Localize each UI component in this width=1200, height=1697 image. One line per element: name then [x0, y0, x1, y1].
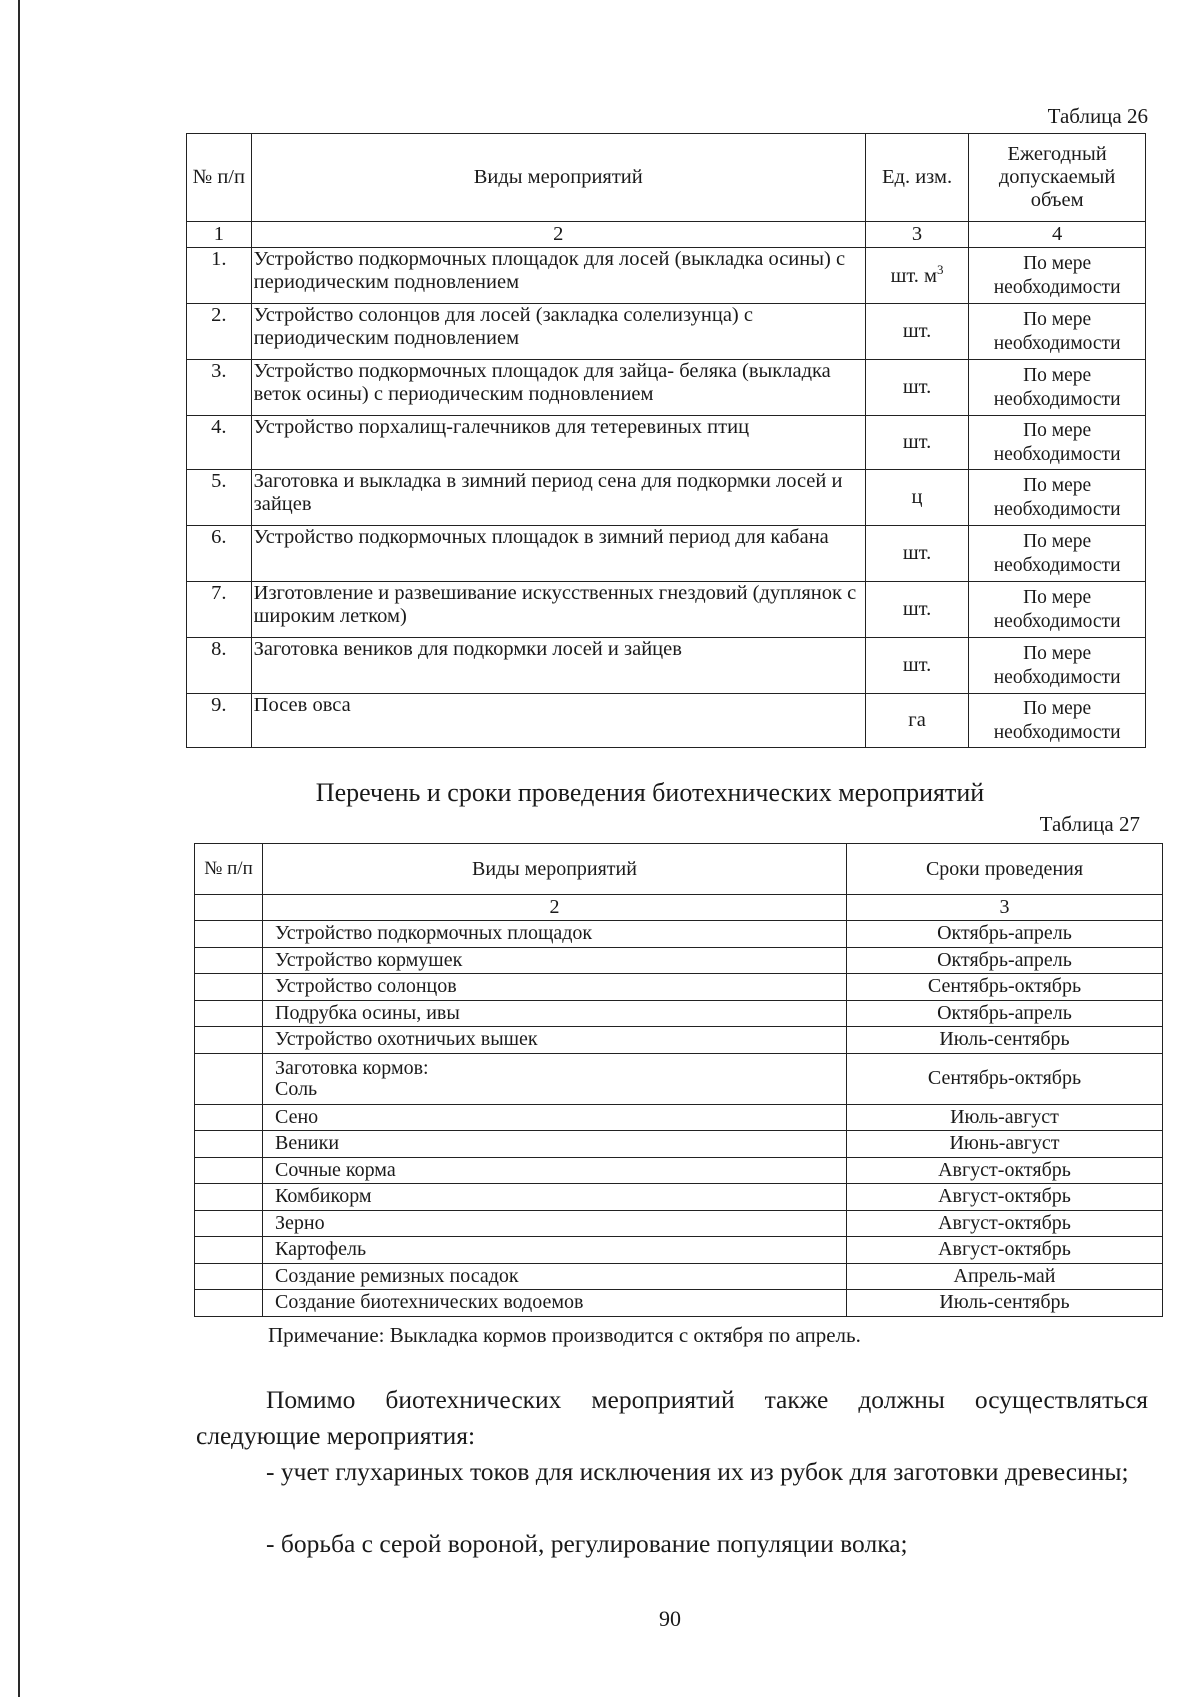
table27-cell-name	[263, 921, 847, 948]
table27-cell-term: Октябрь-апрель	[847, 921, 1163, 948]
table27-name-text: Устройство солонцов	[275, 975, 457, 998]
table26-cell-name: Посев овса	[251, 694, 865, 748]
table26-column-numbers-row	[187, 222, 1146, 248]
table27-row	[195, 1210, 1163, 1237]
table26-unit-text: шт.	[902, 431, 932, 454]
table27-row	[195, 1263, 1163, 1290]
table26-cell-name: Устройство порхалищ-галечников для тетеревиных птиц	[251, 416, 865, 470]
table26-cell-name: Устройство подкормочных площадок для зайца- беляка (выкладка веток осины) с периодическим подновлением	[251, 360, 865, 416]
table27-name-text: Подрубка осины, ивы	[275, 1001, 460, 1024]
table26-unit-text: шт.	[902, 376, 932, 399]
table27-row	[195, 1053, 1163, 1104]
table27-colnum-3: 3	[847, 895, 1163, 921]
table26-unit-text: шт.	[902, 654, 932, 677]
table26-row	[187, 526, 1146, 582]
table27-cell-num	[195, 1104, 263, 1131]
table27-name-text: Устройство подкормочных площадок	[275, 922, 593, 945]
table26-unit-text: ц	[911, 486, 923, 509]
table27-cell-name	[263, 1027, 847, 1054]
table26-row	[187, 360, 1146, 416]
table27-header-name: Виды мероприятий	[263, 844, 847, 895]
table26-cell-volume: По мере необходимости	[969, 526, 1146, 582]
table27-header-row	[195, 844, 1163, 895]
table26-header-row	[187, 134, 1146, 222]
table27-body	[195, 921, 1163, 1317]
table26-cell-name: Устройство подкормочных площадок для лосей (выкладка осины) с периодическим подновлением	[251, 248, 865, 304]
paragraph-item-1-text: - учет глухариных токов для исключения их из рубок для заготовки древесины;	[266, 1457, 1129, 1486]
table26-unit-text: шт.	[902, 320, 932, 343]
table26-unit-superscript: 3	[937, 262, 944, 278]
table27-cell-name	[263, 1157, 847, 1184]
table27-cell-term: Сентябрь-октябрь	[847, 1053, 1163, 1104]
table26-row	[187, 304, 1146, 360]
table27-row	[195, 1157, 1163, 1184]
table27-cell-num	[195, 947, 263, 974]
table27-name-text: Заготовка кормов:	[275, 1056, 429, 1079]
table27-cell-name	[263, 1184, 847, 1211]
table26-cell-num: 8.	[187, 638, 252, 694]
table27-row	[195, 1237, 1163, 1264]
table27-caption: Таблица 27	[1039, 812, 1140, 836]
table27-colnum-empty	[195, 895, 263, 921]
table26-cell-num: 9.	[187, 694, 252, 748]
table27-cell-num	[195, 1210, 263, 1237]
table26-cell-unit	[865, 360, 968, 416]
table26-header-volume: Ежегодный допускаемый объем	[969, 134, 1146, 222]
table27-cell-num	[195, 921, 263, 948]
table27-name-subtext: Соль	[275, 1077, 318, 1100]
table26-cell-unit	[865, 470, 968, 526]
table27-cell-num	[195, 1290, 263, 1317]
table26-row	[187, 638, 1146, 694]
table27-cell-term: Апрель-май	[847, 1263, 1163, 1290]
table26-cell-volume: По мере необходимости	[969, 248, 1146, 304]
table27-name-text: Сочные корма	[275, 1158, 396, 1181]
table26-cell-num: 1.	[187, 248, 252, 304]
table27-cell-term: Сентябрь-октябрь	[847, 974, 1163, 1001]
table27-row	[195, 974, 1163, 1001]
table26-cell-unit	[865, 694, 968, 748]
table26-header-num: № п/п	[187, 134, 252, 222]
table27-note: Примечание: Выкладка кормов производится с октября по апрель.	[268, 1323, 861, 1347]
table27-cell-num	[195, 1053, 263, 1104]
table26-cell-volume: По мере необходимости	[969, 582, 1146, 638]
table26-unit-text: шт.	[902, 598, 932, 621]
table27-header-num: № п/п	[195, 844, 263, 895]
table27-cell-name	[263, 1263, 847, 1290]
paragraph-intro	[196, 1382, 1148, 1454]
table27-cell-num	[195, 1237, 263, 1264]
section-title: Перечень и сроки проведения биотехнических мероприятий	[315, 778, 985, 807]
table27-name-text: Картофель	[275, 1238, 367, 1261]
table26-cell-num: 7.	[187, 582, 252, 638]
table26-colnum-2: 2	[251, 222, 865, 248]
table27-cell-name	[263, 1053, 847, 1104]
table27-cell-num	[195, 974, 263, 1001]
table26-row	[187, 694, 1146, 748]
table26-row	[187, 248, 1146, 304]
table26-caption: Таблица 26	[1047, 104, 1148, 128]
table27-cell-term: Июнь-август	[847, 1131, 1163, 1158]
table27-row	[195, 1104, 1163, 1131]
table27-name-text: Зерно	[275, 1211, 325, 1234]
paragraph-item-2	[196, 1526, 1148, 1562]
table27-cell-term: Октябрь-апрель	[847, 947, 1163, 974]
table26-cell-volume: По мере необходимости	[969, 638, 1146, 694]
table27-row	[195, 1027, 1163, 1054]
table26-cell-volume: По мере необходимости	[969, 416, 1146, 470]
table27-cell-num	[195, 1131, 263, 1158]
table26-cell-num: 3.	[187, 360, 252, 416]
table27-row	[195, 1131, 1163, 1158]
table26-cell-num: 6.	[187, 526, 252, 582]
table27-name-text: Создание биотехнических водоемов	[275, 1291, 584, 1314]
table26-header-unit: Ед. изм.	[865, 134, 968, 222]
table27-cell-term: Июль-сентябрь	[847, 1290, 1163, 1317]
page-number: 90	[659, 1606, 681, 1631]
table27-cell-term: Август-октябрь	[847, 1184, 1163, 1211]
table26-cell-name: Устройство солонцов для лосей (закладка солелизунца) с периодическим подновлением	[251, 304, 865, 360]
table27	[194, 843, 1163, 1317]
table27-colnum-2: 2	[263, 895, 847, 921]
table26-header-name: Виды мероприятий	[251, 134, 865, 222]
table27-cell-num	[195, 1157, 263, 1184]
table26-cell-num: 4.	[187, 416, 252, 470]
table27-cell-term: Август-октябрь	[847, 1210, 1163, 1237]
table27-cell-name	[263, 1131, 847, 1158]
table27-cell-name	[263, 1210, 847, 1237]
table27-column-numbers-row	[195, 895, 1163, 921]
table27-name-text: Устройство охотничьих вышек	[275, 1028, 538, 1051]
table27-cell-term: Июль-август	[847, 1104, 1163, 1131]
table27-row	[195, 947, 1163, 974]
table27-cell-num	[195, 1184, 263, 1211]
table26-row	[187, 582, 1146, 638]
table26-cell-volume: По мере необходимости	[969, 304, 1146, 360]
table27-header-term: Сроки проведения	[847, 844, 1163, 895]
table26-colnum-1: 1	[187, 222, 252, 248]
table27-cell-term: Август-октябрь	[847, 1157, 1163, 1184]
table26-cell-name: Устройство подкормочных площадок в зимний период для кабана	[251, 526, 865, 582]
table27-cell-num	[195, 1000, 263, 1027]
table27-name-text: Комбикорм	[275, 1185, 372, 1208]
table26-row	[187, 416, 1146, 470]
table27-cell-name	[263, 1104, 847, 1131]
table27-cell-name	[263, 1000, 847, 1027]
table26-cell-num: 2.	[187, 304, 252, 360]
table26-cell-unit	[865, 416, 968, 470]
table26-cell-unit	[865, 248, 968, 304]
table27-cell-num	[195, 1027, 263, 1054]
table27-name-text: Сено	[275, 1105, 319, 1128]
table26-colnum-4: 4	[969, 222, 1146, 248]
table27-cell-name	[263, 1290, 847, 1317]
table27-cell-term: Август-октябрь	[847, 1237, 1163, 1264]
table27-cell-name	[263, 974, 847, 1001]
table26-cell-volume: По мере необходимости	[969, 694, 1146, 748]
page-binding-edge	[18, 0, 20, 1697]
table26-cell-name: Заготовка и выкладка в зимний период сена для подкормки лосей и зайцев	[251, 470, 865, 526]
table27-row	[195, 1184, 1163, 1211]
table26-cell-unit	[865, 304, 968, 360]
table26	[186, 133, 1146, 748]
table27-row	[195, 921, 1163, 948]
table26-cell-name: Изготовление и развешивание искусственных гнездовий (дуплянок с широким летком)	[251, 582, 865, 638]
table27-name-text: Веники	[275, 1132, 340, 1155]
table26-cell-unit	[865, 638, 968, 694]
table26-unit-text: шт. м	[890, 264, 938, 287]
table27-cell-name	[263, 1237, 847, 1264]
paragraph-item-2-text: - борьба с серой вороной, регулирование популяции волка;	[266, 1529, 908, 1558]
table26-body	[187, 248, 1146, 748]
table26-cell-name: Заготовка веников для подкормки лосей и зайцев	[251, 638, 865, 694]
paragraph-item-1	[196, 1454, 1148, 1490]
table27-row	[195, 1290, 1163, 1317]
table27-name-text: Устройство кормушек	[275, 948, 463, 971]
table27-cell-term: Октябрь-апрель	[847, 1000, 1163, 1027]
table26-unit-text: шт.	[902, 542, 932, 565]
paragraph-intro-text: Помимо биотехнических мероприятий также должны осуществляться следующие мероприятия:	[196, 1385, 1148, 1450]
table26-cell-volume: По мере необходимости	[969, 470, 1146, 526]
table27-cell-num	[195, 1263, 263, 1290]
table26-cell-unit	[865, 582, 968, 638]
table26-unit-text: га	[908, 709, 926, 732]
table27-cell-name	[263, 947, 847, 974]
table26-row	[187, 470, 1146, 526]
table26-cell-volume: По мере необходимости	[969, 360, 1146, 416]
table27-cell-term: Июль-сентябрь	[847, 1027, 1163, 1054]
table27-row	[195, 1000, 1163, 1027]
table26-colnum-3: 3	[865, 222, 968, 248]
table26-cell-num: 5.	[187, 470, 252, 526]
table26-cell-unit	[865, 526, 968, 582]
table27-name-text: Создание ремизных посадок	[275, 1264, 519, 1287]
